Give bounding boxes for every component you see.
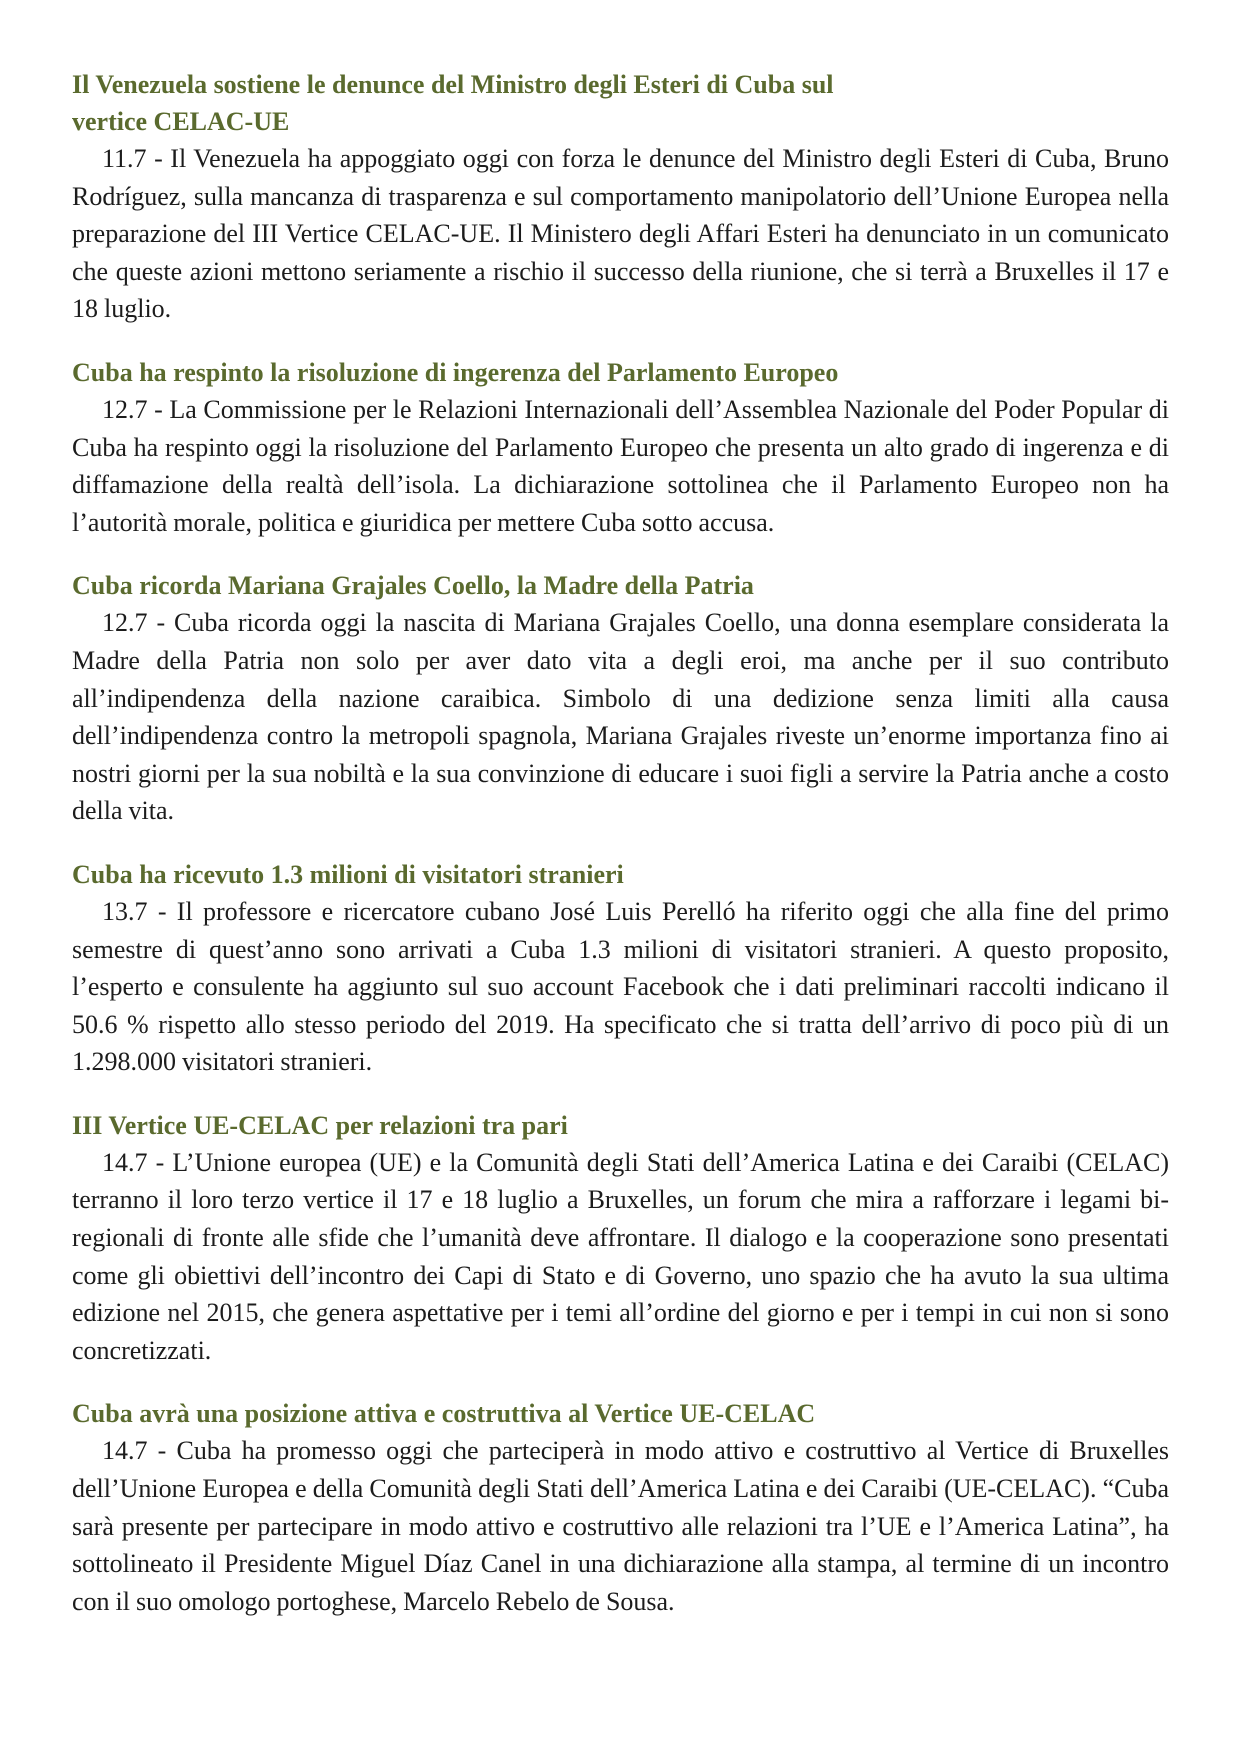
news-item: [72, 856, 1169, 1081]
news-item: [72, 1395, 1169, 1620]
news-headline: Cuba avrà una posizione attiva e costruttiva al Vertice UE-CELAC: [72, 1399, 816, 1429]
news-item: [72, 1107, 1169, 1370]
news-headline: Cuba ha ricevuto 1.3 milioni di visitatori stranieri: [72, 859, 624, 889]
news-body: 12.7 - La Commissione per le Relazioni Internazionali dell’Assemblea Nazionale del Poder Popular di Cuba ha respinto oggi la risoluzione del Parlamento Europeo che presenta un alto grado di ingerenza e di diffamazione della realtà dell’isola. La dichiarazione sottolinea che il Parlamento Europeo non ha l’autorità morale, politica e giuridica per mettere Cuba sotto accusa.: [72, 394, 1169, 537]
news-headline: Il Venezuela sostiene le denunce del Ministro degli Esteri di Cuba sul vertice CELAC-UE: [72, 70, 834, 136]
news-body: 13.7 - Il professore e ricercatore cubano José Luis Perelló ha riferito oggi che alla fine del primo semestre di quest’anno sono arrivati a Cuba 1.3 milioni di visitatori stranieri. A questo proposito, l’esperto e consulente ha aggiunto sul suo account Facebook che i dati preliminari raccolti indicano il 50.6 % rispetto allo stesso periodo del 2019. Ha specificato che si tratta dell’arrivo di poco più di un 1.298.000 visitatori stranieri.: [72, 896, 1169, 1077]
document-page: [72, 66, 1169, 1646]
news-headline: Cuba ha respinto la risoluzione di ingerenza del Parlamento Europeo: [72, 357, 839, 387]
news-body: 11.7 - Il Venezuela ha appoggiato oggi con forza le denunce del Ministro degli Esteri di Cuba, Bruno Rodríguez, sulla mancanza di trasparenza e sul comportamento manipolatorio dell’Unione Europea nella preparazione del III Vertice CELAC-UE. Il Ministero degli Affari Esteri ha denunciato in un comunicato che queste azioni mettono seriamente a rischio il successo della riunione, che si terrà a Bruxelles il 17 e 18 luglio.: [72, 144, 1169, 324]
news-item: [72, 354, 1169, 541]
news-body: 14.7 - L’Unione europea (UE) e la Comunità degli Stati dell’America Latina e dei Caraibi (CELAC) terranno il loro terzo vertice il 17 e 18 luglio a Bruxelles, un forum che mira a rafforzare i legami bi-regionali di fronte alle sfide che l’umanità deve affrontare. Il dialogo e la cooperazione sono presentati come gli obiettivi dell’incontro dei Capi di Stato e di Governo, uno spazio che ha avuto la sua ultima edizione nel 2015, che genera aspettative per i temi all’ordine del giorno e per i tempi in cui non si sono concretizzati.: [72, 1147, 1169, 1365]
news-headline: Cuba ricorda Mariana Grajales Coello, la Madre della Patria: [72, 571, 754, 601]
news-item: [72, 66, 1169, 328]
news-body: 12.7 - Cuba ricorda oggi la nascita di Mariana Grajales Coello, una donna esemplare considerata la Madre della Patria non solo per aver dato vita a degli eroi, ma anche per il suo contributo all’indipendenza della nazione caraibica. Simbolo di una dedizione senza limiti alla causa dell’indipendenza contro la metropoli spagnola, Mariana Grajales riveste un’enorme importanza fino ai nostri giorni per la sua nobiltà e la sua convinzione di educare i suoi figli a servire la Patria anche a costo della vita.: [72, 608, 1169, 826]
news-body: 14.7 - Cuba ha promesso oggi che parteciperà in modo attivo e costruttivo al Vertice di Bruxelles dell’Unione Europea e della Comunità degli Stati dell’America Latina e dei Caraibi (UE-CELAC). “Cuba sarà presente per partecipare in modo attivo e costruttivo alle relazioni tra l’UE e l’America Latina”, ha sottolineato il Presidente Miguel Díaz Canel in una dichiarazione alla stampa, al termine di un incontro con il suo omologo portoghese, Marcelo Rebelo de Sousa.: [72, 1436, 1169, 1616]
news-headline: III Vertice UE-CELAC per relazioni tra pari: [72, 1110, 568, 1140]
news-item: [72, 567, 1169, 830]
